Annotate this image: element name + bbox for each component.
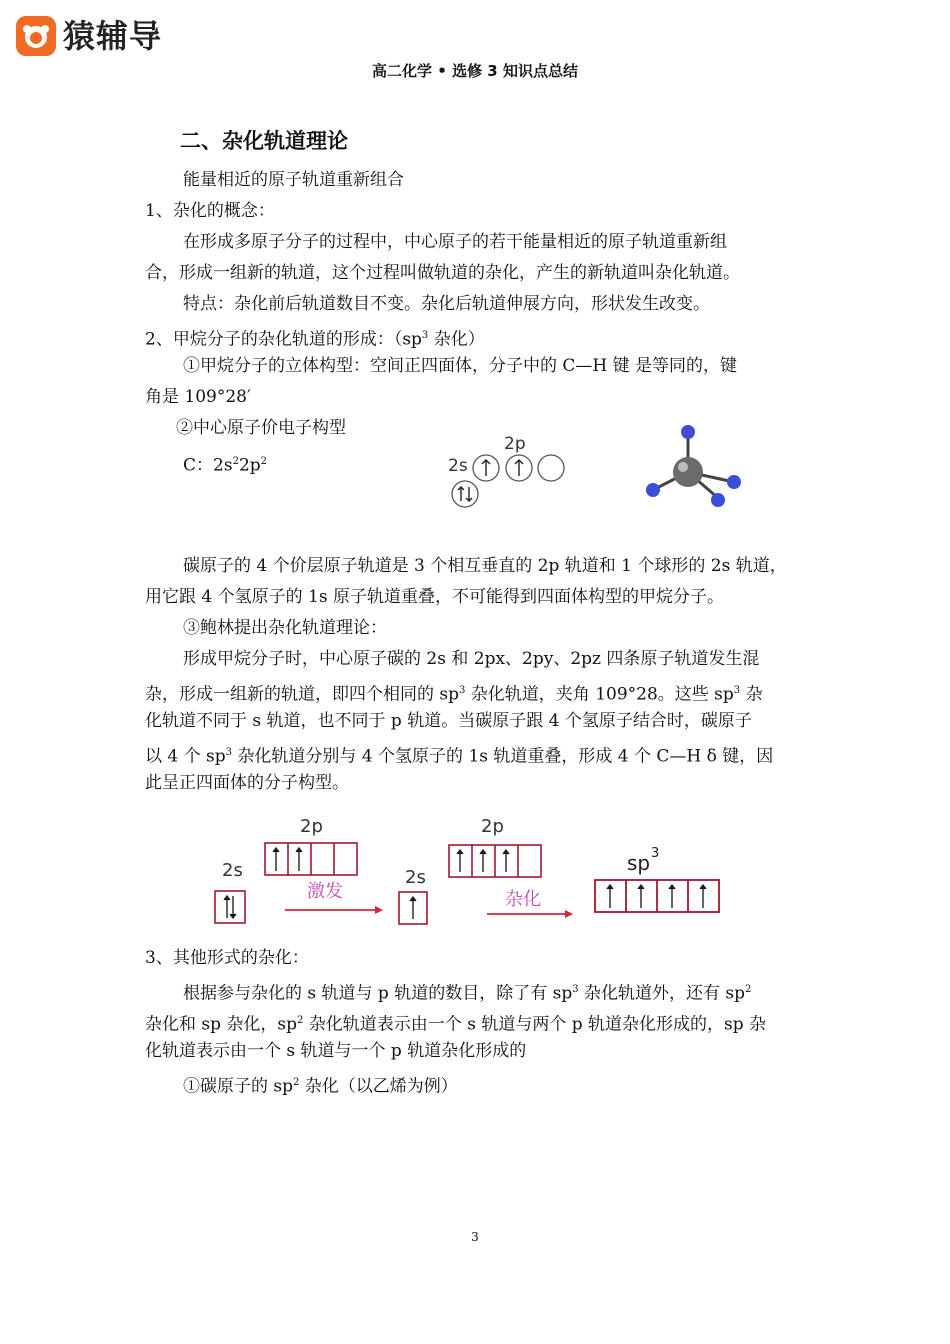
text-line: 此呈正四面体的分子构型。 [145, 773, 349, 793]
svg-text:杂化: 杂化 [505, 889, 541, 910]
text-line: 1、杂化的概念： [145, 201, 275, 221]
text-line: ①碳原子的 $sp^2$ 杂化（以乙烯为例） [183, 1076, 458, 1097]
c-atom-icon [673, 457, 703, 487]
h-atom-icon [646, 483, 660, 497]
svg-text:2s: 2s [405, 867, 426, 888]
text-line: ①甲烷分子的立体构型：空间正四面体，分子中的 C—H 键 是等同的，键 [183, 356, 738, 376]
brand-logo-icon [16, 16, 56, 56]
text-line: 杂，形成一组新的轨道，即四个相同的 $sp^3$ 杂化轨道，夹角 109°28。这些 $sp^3$ 杂 [145, 684, 763, 705]
orbital-diagram-figure [440, 425, 580, 515]
text-line: 2、甲烷分子的杂化轨道的形成：（$sp^3$ 杂化） [145, 329, 485, 350]
svg-text:2p: 2p [300, 816, 323, 837]
h-atom-icon [681, 425, 695, 439]
text-line: 化轨道表示由一个 s 轨道与一个 p 轨道杂化形成的 [145, 1041, 527, 1061]
h-atom-icon [727, 475, 741, 489]
h-atom-icon [711, 493, 725, 507]
text-line: 3、其他形式的杂化： [145, 948, 309, 968]
text-line: 特点：杂化前后轨道数目不变。杂化后轨道伸展方向，形状发生改变。 [183, 294, 710, 314]
section-title: 二、杂化轨道理论 [180, 129, 348, 153]
text-line: 根据参与杂化的 s 轨道与 p 轨道的数目，除了有 $sp^3$ 杂化轨道外，还有 $sp^2$ [183, 983, 752, 1004]
svg-text:3: 3 [651, 846, 660, 861]
text-line: 杂化和 sp 杂化，$sp^2$ 杂化轨道表示由一个 s 轨道与两个 p 轨道杂化形成的，sp 杂 [145, 1014, 767, 1035]
text-line: 碳原子的 4 个价层原子轨道是 3 个相互垂直的 2p 轨道和 1 个球形的 2s 轨道， [183, 556, 787, 576]
svg-text:2s: 2s [222, 860, 243, 881]
text-line: 在形成多原子分子的过程中，中心原子的若干能量相近的原子轨道重新组 [183, 232, 727, 252]
electron-config: C：$2s^22p^2$ [183, 455, 268, 476]
svg-text:2p: 2p [481, 816, 504, 837]
brand-name: 猿辅导 [63, 17, 163, 55]
text-line: 角是 109°28′ [145, 387, 251, 407]
page-header: 高二化学 • 选修 3 知识点总结 [372, 62, 578, 80]
text-line: 以 4 个 $sp^3$ 杂化轨道分别与 4 个氢原子的 1s 轨道重叠，形成 4 个 C—H δ 键，因 [145, 746, 774, 767]
methane-molecule-figure [630, 418, 760, 518]
text-line: 化轨道不同于 s 轨道，也不同于 p 轨道。当碳原子跟 4 个氢原子结合时，碳原子 [145, 711, 752, 731]
hybridization-process-figure [205, 810, 735, 930]
text-line: ②中心原子价电子构型 [176, 418, 346, 438]
svg-text:sp: sp [627, 851, 651, 875]
svg-text:激发: 激发 [307, 881, 343, 902]
text-line: 用它跟 4 个氢原子的 1s 原子轨道重叠，不可能得到四面体构型的甲烷分子。 [145, 587, 724, 607]
page-number: 3 [471, 1230, 479, 1244]
label-2s: 2s [448, 456, 468, 476]
text-line: 形成甲烷分子时，中心原子碳的 2s 和 2px、2py、2pz 四条原子轨道发生混 [183, 649, 760, 669]
text-line: 能量相近的原子轨道重新组合 [183, 170, 404, 190]
text-line: ③鲍林提出杂化轨道理论： [183, 618, 387, 638]
label-2p: 2p [504, 434, 526, 454]
text-line: 合，形成一组新的轨道，这个过程叫做轨道的杂化，产生的新轨道叫杂化轨道。 [145, 263, 740, 283]
